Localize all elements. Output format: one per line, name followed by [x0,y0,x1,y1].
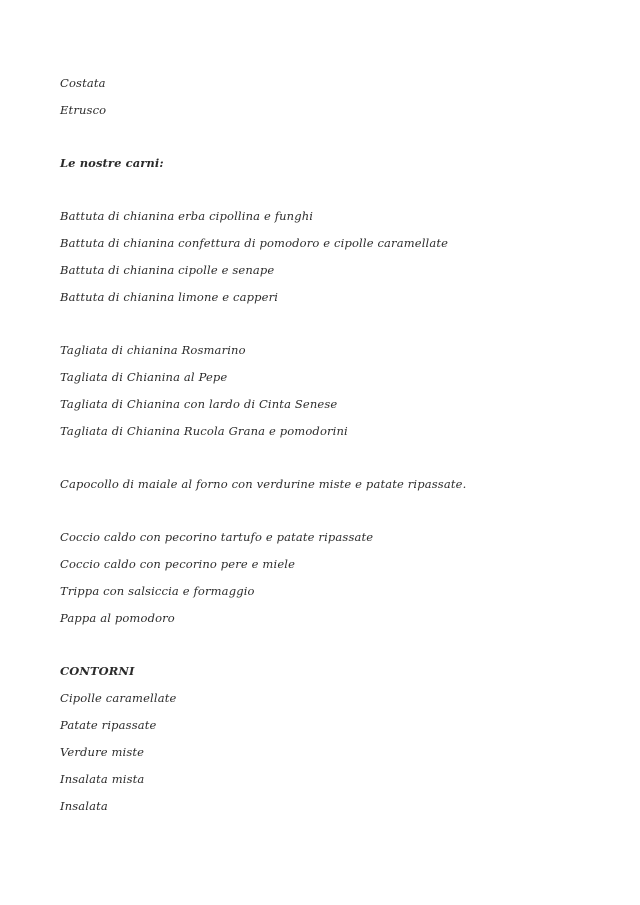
menu-item-line: Battuta di chianina erba cipollina e funghi [60,209,314,223]
menu-item-line: Insalata mista [60,772,145,786]
menu-item-line: Pappa al pomodoro [60,611,175,625]
menu-item-line: Costata [60,76,106,90]
block-top-items [60,70,580,124]
paragraph-spacer [60,445,580,471]
menu-item-line: Battuta di chianina cipolle e senape [60,263,275,277]
menu-item-line: Coccio caldo con pecorino pere e miele [60,557,296,571]
menu-item-line: Patate ripassate [60,718,157,732]
paragraph-spacer [60,177,580,203]
block-heading-carni [60,150,580,177]
menu-item-line: Insalata [60,799,108,813]
menu-item-line: Tagliata di Chianina al Pepe [60,370,228,384]
block-contorni [60,658,580,820]
paragraph-spacer [60,311,580,337]
menu-item-line: Battuta di chianina confettura di pomodoro e cipolle caramellate [60,236,449,250]
menu-item-line: Verdure miste [60,745,145,759]
document-body [60,70,580,820]
block-capocollo [60,471,580,498]
paragraph-spacer [60,498,580,524]
paragraph-spacer [60,124,580,150]
block-coccio [60,524,580,632]
section-heading: CONTORNI [60,664,135,678]
menu-item-line: Battuta di chianina limone e capperi [60,290,279,304]
menu-item-line: Etrusco [60,103,107,117]
menu-item-line: Coccio caldo con pecorino tartufo e patate ripassate [60,530,374,544]
section-heading: Le nostre carni: [60,156,164,170]
menu-item-line: Trippa con salsiccia e formaggio [60,584,255,598]
menu-item-line: Capocollo di maiale al forno con verdurine miste e patate ripassate. [60,477,467,491]
block-tagliata [60,337,580,445]
menu-item-line: Tagliata di chianina Rosmarino [60,343,246,357]
menu-item-line: Tagliata di Chianina Rucola Grana e pomodorini [60,424,348,438]
menu-item-line: Tagliata di Chianina con lardo di Cinta Senese [60,397,338,411]
paragraph-spacer [60,632,580,658]
block-battuta [60,203,580,311]
menu-item-line: Cipolle caramellate [60,691,177,705]
